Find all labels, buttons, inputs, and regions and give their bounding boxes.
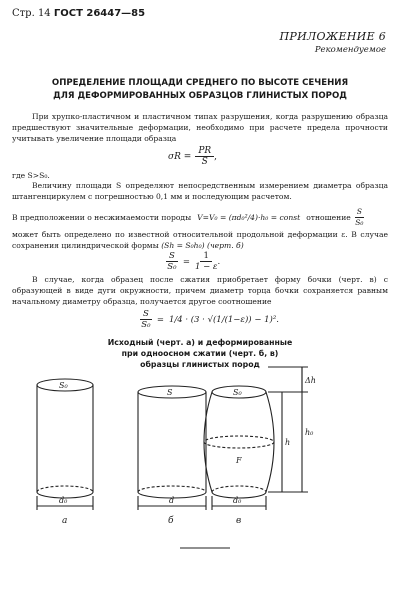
formula-sigma-numerator: PR (195, 146, 214, 157)
label-a-top: S₀ (59, 381, 68, 390)
appendix-subtitle: Рекомендуемое (314, 45, 386, 55)
figure-caption-line: Исходный (черт. а) и деформированные (107, 338, 293, 347)
formula3-left-num: S (140, 309, 152, 320)
appendix-title: ПРИЛОЖЕНИЕ 6 (279, 30, 386, 43)
ratio-numerator: S (356, 207, 362, 216)
formula3-left-den: S₀ (141, 320, 151, 330)
label-caption-a: а (62, 516, 68, 526)
paragraph-4: В случае, когда образец после сжатия приобретает форму бочки (черт. в) с образующей в виде дуги окружности, причем диаметр торца бочки сохраняется равным начальному диаметру образца, получается другое соотношение (12, 275, 388, 306)
label-h: h (285, 438, 291, 447)
label-b-bottom: d (169, 496, 175, 505)
paragraph-1: При хрупко-пластичном и пластичном типах разрушения, когда разрушению образца предшествуют значительные деформации, необходимо при расчете предела прочности учитывать увеличение площади образца (12, 112, 388, 143)
figure-caption-line: при одноосном сжатии (черт. б, в) (121, 349, 279, 358)
formula2-eq: = (182, 256, 190, 267)
paragraph-3b: может быть определено по известной относительной продольной деформации ε. В случае сохранения цилиндрической формы (12, 230, 388, 250)
formula2-right-num: 1 (200, 251, 211, 262)
label-a-bottom: d₀ (59, 496, 68, 505)
ratio-denominator: S₀ (355, 218, 364, 227)
label-b-top: S (167, 388, 173, 397)
paragraph-3a: В предположении о несжимаемости породы (12, 213, 192, 222)
label-dh: Δh (305, 376, 316, 385)
cylinder-original (37, 379, 93, 510)
label-caption-c: в (236, 516, 242, 526)
section-title-line: ОПРЕДЕЛЕНИЕ ПЛОЩАДИ СРЕДНЕГО ПО ВЫСОТЕ СЕЧЕНИЯ (51, 78, 349, 88)
label-c-bottom: d₀ (233, 496, 242, 505)
label-c-top: S₀ (233, 388, 242, 397)
formula2-right-den: 1 − ε (194, 262, 218, 272)
where-text: где S>S₀. (12, 171, 50, 180)
paragraph-3c: (Sh = S₀h₀) (черт. б) (161, 241, 244, 250)
volume-formula: V=V₀ = (πd₀²/4)·h₀ = const (197, 213, 301, 222)
formula-sigma-denominator: S (201, 157, 208, 167)
section-title-line: ДЛЯ ДЕФОРМИРОВАННЫХ ОБРАЗЦОВ ГЛИНИСТЫХ ПОРОД (53, 91, 347, 101)
formula2-left-den: S₀ (167, 262, 177, 272)
standard-number: ГОСТ 26447—85 (53, 8, 146, 19)
figure-caption-line: образцы глинистых пород (140, 360, 260, 369)
cylinder-deformed (138, 386, 206, 510)
label-c-mid: F (236, 456, 242, 465)
formula3-eq: = (156, 314, 164, 325)
paragraph-2: Величину площади S определяют непосредственным измерением диаметра образца штангенциркулем с погрешностью 0,1 мм и последующим расчетом. (12, 181, 388, 201)
formula3-expression: 1/4 · (3 · √(1/(1−ε)) − 1)². (168, 314, 279, 325)
formula-sigma-tail: , (214, 151, 218, 162)
formula2-left-num: S (166, 251, 178, 262)
barrel-deformed (204, 386, 274, 510)
label-caption-b: б (168, 516, 174, 526)
formula-sigma-lhs: σR = (168, 151, 192, 162)
ratio-label: отношение (306, 213, 351, 222)
label-h0: h₀ (305, 428, 314, 437)
page-label: Стр. 14 (12, 8, 51, 19)
formula2-tail: . (217, 256, 221, 267)
